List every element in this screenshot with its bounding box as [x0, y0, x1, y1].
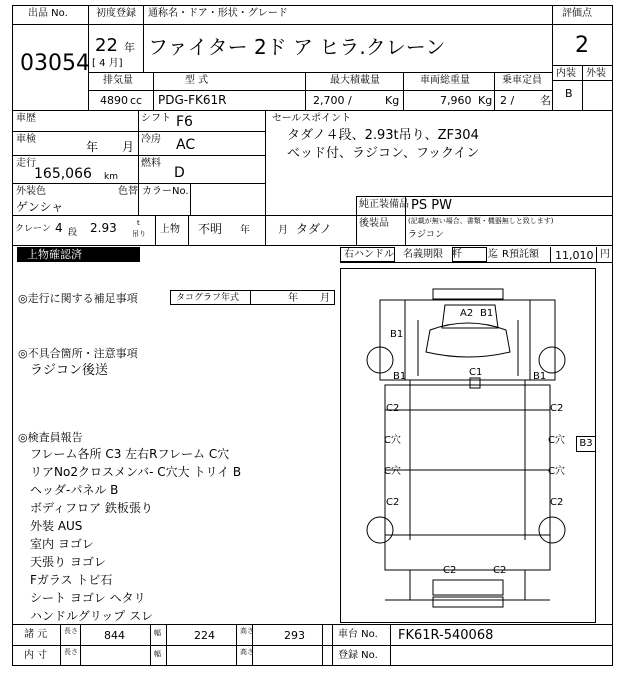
diagram-label-b1-left-lower: B1: [393, 371, 407, 382]
grade-label: 評価点: [562, 8, 592, 19]
dims-label: 諸 元: [24, 629, 48, 640]
inspection-year: 年: [86, 140, 99, 154]
reg-month: [ 4 月]: [92, 58, 123, 69]
diagram-label-c2-bottom-right: C2: [493, 565, 507, 576]
recycle-value: 11,010: [555, 249, 594, 262]
body-month-unit: 月: [278, 225, 288, 236]
recycle-unit: 円: [600, 249, 610, 260]
diagram-label-c1: C1: [469, 367, 483, 378]
diagram-label-cana-right-2: C穴: [548, 466, 565, 477]
color-value: ゲンシャ: [16, 200, 64, 214]
exterior-label: 外装: [586, 68, 606, 79]
length-label: 長さ: [64, 627, 78, 635]
overall-grade: 2: [575, 33, 589, 58]
running-notes-label: ◎走行に関する補足事項: [18, 292, 138, 305]
diagram-label-a2: A2: [460, 308, 474, 319]
displacement-unit: cc: [130, 94, 143, 107]
report-line-8: Fガラス トビ石: [30, 573, 113, 587]
max-load-unit: Kg: [385, 94, 400, 107]
fuel-value: D: [174, 165, 185, 181]
diagram-label-cana-left-2: C穴: [384, 466, 401, 477]
shift-value: F6: [176, 114, 193, 130]
history-label: 車歴: [16, 113, 36, 124]
sales-line-1: タダノ４段、2.93t吊り、ZF304: [287, 128, 479, 143]
mileage-unit-label: 粁: [452, 249, 462, 260]
diagram-label-c2-left-1: C2: [386, 403, 400, 414]
mileage-value: 165,066: [34, 166, 92, 182]
chassis-label: 車台 No.: [338, 629, 378, 640]
inspection-label: 車検: [16, 134, 36, 145]
mileage-unit: km: [104, 172, 118, 182]
diagram-label-c2-bottom-left: C2: [443, 565, 457, 576]
defect-label: ◎不具合箇所・注意事項: [18, 347, 138, 360]
car-name: ファイター 2ド ア ヒラ.クレーン: [148, 35, 446, 59]
report-line-4: ボディフロア 鉄板張り: [30, 501, 153, 515]
aftermarket-note: (記載が無い場合、書類・機器無しと致します): [408, 217, 554, 225]
model-value: PDG-FK61R: [158, 93, 227, 107]
steering-label: 右ハンドル: [344, 249, 394, 260]
tachograph-year: 年: [288, 293, 298, 304]
shift-label: シフト: [141, 113, 171, 124]
defect-text: ラジコン後送: [30, 363, 109, 378]
aftermarket-label: 後装品: [359, 218, 389, 229]
title-expiry-label: 名義期限: [403, 249, 443, 260]
sales-line-2: ベッド付、ラジコン、フックイン: [287, 146, 480, 161]
body-label: 上物: [160, 224, 180, 235]
standard-equipment-label: 純正装備品: [359, 199, 409, 210]
report-line-2: リアNo2クロスメンバ- C穴大 トリイ B: [30, 465, 242, 479]
crane-stage-unit: 段: [68, 228, 78, 238]
lot-label: 出品 No.: [28, 8, 68, 19]
report-line-3: ヘッダ-パネル B: [30, 483, 119, 497]
recycle-label: R預託額: [502, 249, 539, 260]
height-value: 293: [284, 629, 305, 642]
tachograph-label: タコグラフ年式: [176, 293, 240, 303]
crane-tons: 2.93: [90, 221, 117, 235]
model-label: 型 式: [185, 75, 209, 86]
height-label: 高さ: [240, 627, 254, 635]
interior-grade: B: [565, 87, 573, 100]
max-load-label: 最大積載量: [330, 75, 380, 86]
displacement-value: 4890: [100, 94, 128, 107]
diagram-label-b1-right: B1: [533, 371, 547, 382]
body-maker: タダノ: [296, 222, 332, 236]
until-label: 迄: [488, 249, 498, 260]
sales-label: セールスポイント: [272, 113, 352, 124]
diagram-label-c2-right-1: C2: [550, 403, 564, 414]
width-value: 224: [194, 629, 215, 642]
body-year-unit: 年: [240, 225, 250, 236]
interior-height-label: 高さ: [240, 648, 254, 656]
crane-stages: 4: [55, 221, 63, 235]
crane-label: クレーン: [15, 224, 51, 234]
gross-weight-unit: Kg: [478, 94, 493, 107]
ac-label: 冷房: [141, 134, 161, 145]
reg-year-unit: 年: [124, 41, 135, 54]
interior-length-label: 長さ: [64, 648, 78, 656]
report-line-1: フレーム各所 C3 左右Rフレーム C穴: [30, 447, 230, 461]
diagram-label-c2-left-2: C2: [386, 497, 400, 508]
report-line-5: 外装 AUS: [30, 519, 83, 533]
capacity-unit: 名: [540, 94, 551, 107]
displacement-label: 排気量: [103, 75, 133, 86]
width-label: 幅: [154, 629, 161, 637]
report-line-9: シート ヨゴレ ヘタリ: [30, 591, 146, 605]
reg-year: 22: [95, 35, 118, 56]
gross-weight-label: 車両総重量: [420, 75, 470, 86]
capacity-label: 乗車定員: [502, 75, 542, 86]
chassis-value: FK61R-540068: [398, 628, 494, 643]
interior-width-label: 幅: [154, 650, 161, 658]
diagram-label-c2-right-2: C2: [550, 497, 564, 508]
gross-weight-value: 7,960: [440, 94, 472, 107]
ac-value: AC: [176, 137, 196, 153]
diagram-label-b1-left-upper: B1: [390, 329, 404, 340]
max-load-value: 2,700 /: [313, 94, 352, 107]
interior-dims-label: 内 寸: [24, 650, 48, 661]
diagram-label-b1-top: B1: [480, 308, 494, 319]
color-no-label: カラーNo.: [142, 186, 189, 197]
report-line-10: ハンドルグリップ スレ: [30, 609, 154, 623]
diagram-label-cana-right-1: C穴: [548, 435, 565, 446]
body-confirmed-badge: 上物確認済: [17, 247, 140, 262]
name-label: 通称名・ドア・形状・グレード: [148, 8, 288, 19]
diagram-side-box-b3: B3: [576, 436, 596, 452]
capacity-value: 2 /: [500, 94, 515, 107]
report-line-7: 天張り ヨゴレ: [30, 555, 106, 569]
first-reg-label: 初度登録: [96, 8, 136, 19]
color-label: 外装色: [16, 186, 46, 197]
inspection-month: 月: [122, 140, 135, 154]
diagram-label-cana-left-1: C穴: [384, 435, 401, 446]
interior-label: 内装: [556, 68, 576, 79]
standard-equipment: PS PW: [411, 198, 452, 213]
lot-number: 03054: [20, 51, 90, 76]
tachograph-month: 月: [320, 293, 330, 304]
aftermarket-value: ラジコン: [408, 230, 445, 240]
registration-label: 登録 No.: [338, 650, 378, 661]
fuel-label: 燃料: [141, 158, 161, 169]
report-line-6: 室内 ヨゴレ: [30, 537, 94, 551]
inspector-label: ◎検査員報告: [18, 431, 83, 444]
body-year: 不明: [198, 222, 223, 236]
length-value: 844: [104, 629, 125, 642]
color-change-label: 色替: [118, 186, 138, 197]
crane-ton-unit-bottom: 吊り: [132, 230, 146, 238]
crane-ton-unit-top: t: [137, 219, 140, 227]
mileage-label: 走行: [16, 158, 36, 169]
